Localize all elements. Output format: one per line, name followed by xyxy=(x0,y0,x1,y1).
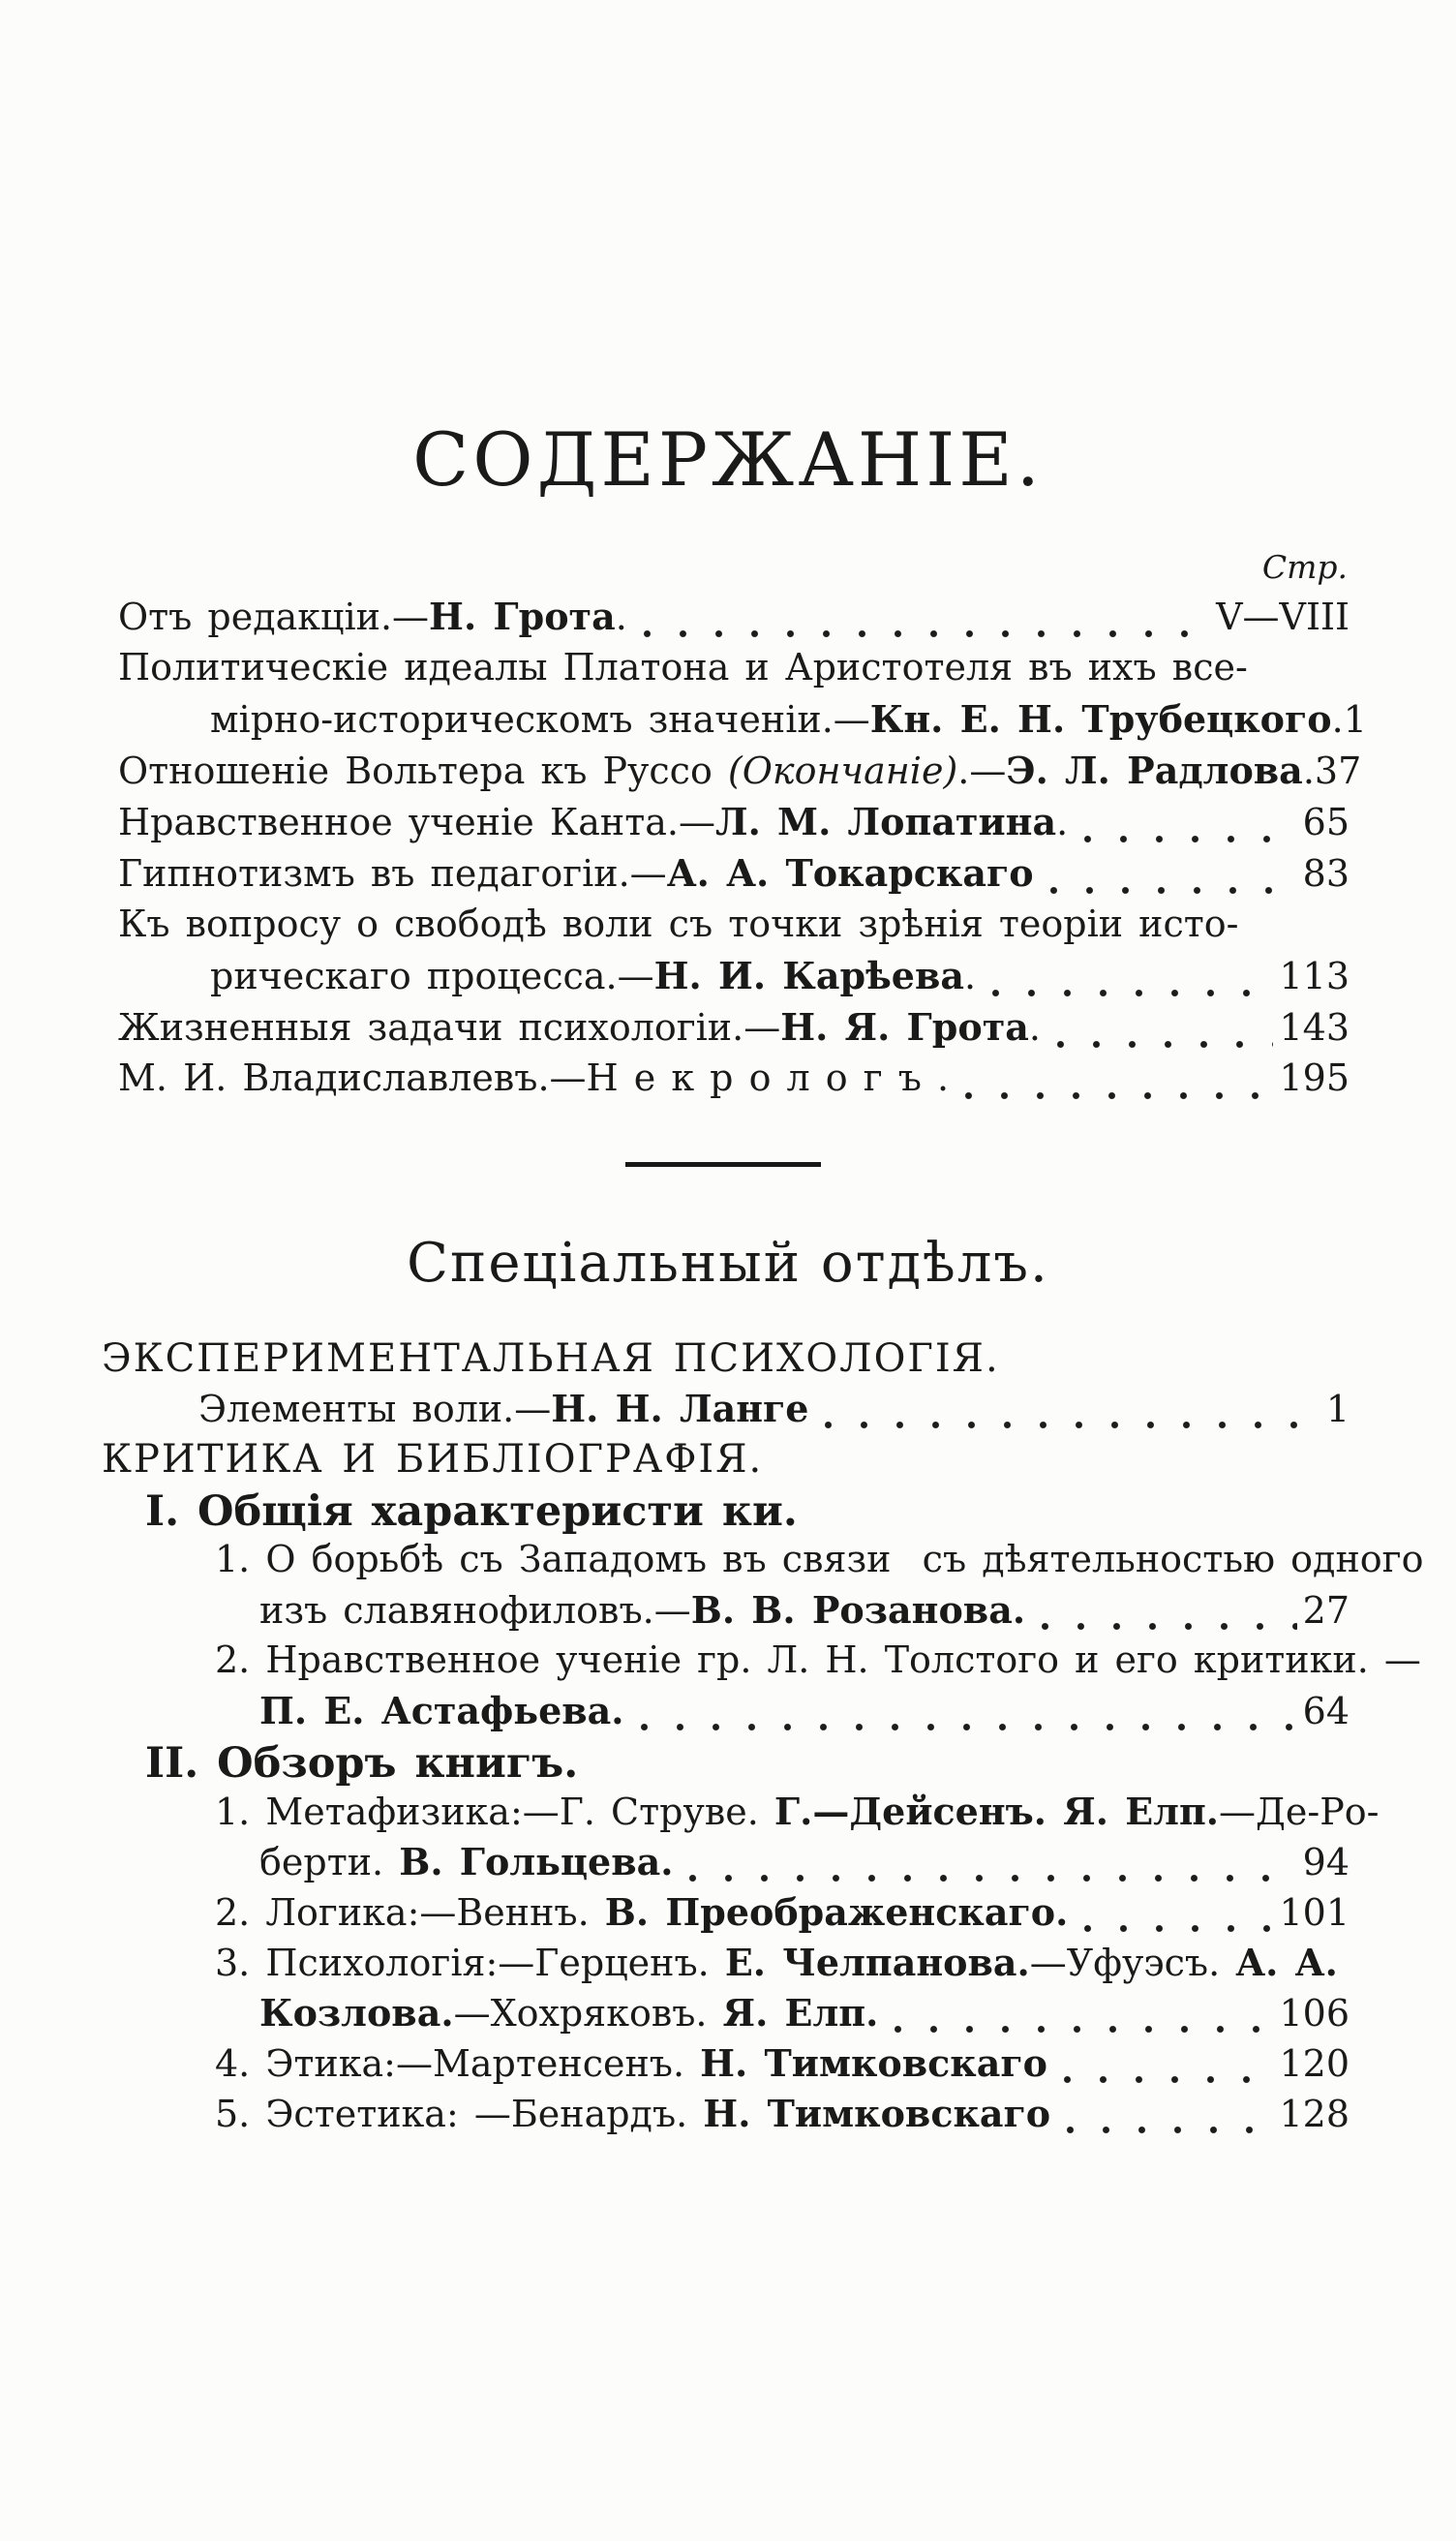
dot-leader xyxy=(1056,1040,1274,1049)
dot-leader xyxy=(1041,1622,1297,1631)
page-number: 37 xyxy=(1314,750,1362,792)
text-segment: А. А. Токарскаго xyxy=(666,851,1034,895)
toc-entry-text xyxy=(118,646,1248,689)
toc-line xyxy=(102,2041,1350,2092)
text-segment: 5. Эстетика: —Бенардъ. xyxy=(215,2093,704,2135)
text-segment: I. Общія характеристи ки. xyxy=(145,1487,798,1536)
dot-leader xyxy=(964,1091,1273,1100)
toc-entry-text xyxy=(118,800,1068,843)
dot-leader xyxy=(894,2025,1273,2034)
text-segment: П. Е. Астафьева. xyxy=(259,1689,624,1732)
text-segment: мірно-историческомъ значеніи.— xyxy=(210,698,870,741)
page-number: 94 xyxy=(1302,1841,1350,1883)
toc-entry-text xyxy=(102,1336,1000,1381)
dot-leader xyxy=(1083,835,1296,843)
toc-line xyxy=(102,1588,1350,1638)
text-segment: —Де-Ро- xyxy=(1219,1791,1380,1833)
special-toc-list xyxy=(102,1336,1424,2142)
toc-entry-text xyxy=(215,2041,1047,2085)
text-segment: рическаго процесса.— xyxy=(210,955,654,997)
text-segment: . xyxy=(615,596,627,638)
toc-line xyxy=(102,2092,1350,2142)
text-segment: . xyxy=(1302,750,1315,792)
toc-entry-text xyxy=(215,1538,1423,1580)
text-segment: В. Преображенскаго. xyxy=(604,1890,1069,1934)
page-number: 1 xyxy=(1343,698,1367,741)
toc-line xyxy=(102,1437,1350,1487)
toc-line xyxy=(102,1487,1350,1538)
toc-entry-text xyxy=(118,903,1239,945)
toc-line xyxy=(102,1538,1424,1588)
toc-entry-text xyxy=(215,1638,1421,1681)
toc-entry-text xyxy=(259,1991,878,2035)
text-segment: Г.—Дейсенъ. Я. Елп. xyxy=(774,1790,1220,1833)
toc-line xyxy=(118,903,1350,954)
text-segment: 2. Нравственное ученіе гр. Л. Н. Толстого и его критики. — xyxy=(215,1638,1421,1681)
page-number: 27 xyxy=(1302,1589,1350,1632)
toc-entry-text xyxy=(118,1056,949,1099)
section-divider-rule xyxy=(625,1162,821,1167)
toc-entry-text xyxy=(215,1890,1068,1934)
toc-line xyxy=(118,595,1350,646)
main-toc-list xyxy=(118,595,1367,1108)
dot-leader xyxy=(1049,886,1297,895)
text-segment: изъ славянофиловъ.— xyxy=(259,1589,691,1632)
text-segment: 2. Логика:—Веннъ. xyxy=(215,1891,605,1934)
text-segment: II. Обзоръ книгъ. xyxy=(145,1739,579,1788)
toc-line xyxy=(102,1991,1350,2041)
text-segment: Къ вопросу о свободѣ воли съ точки зрѣнія теоріи исто- xyxy=(118,903,1239,945)
toc-entry-text xyxy=(198,1387,808,1430)
text-segment: Н. Грота xyxy=(429,595,616,638)
text-segment: .— xyxy=(957,750,1007,792)
toc-entry-text xyxy=(118,1005,1041,1049)
text-segment: Козлова. xyxy=(259,1991,454,2035)
page-number: 113 xyxy=(1279,955,1350,997)
toc-entry-text xyxy=(145,1739,578,1788)
toc-entry-text xyxy=(118,749,1315,792)
text-segment: Н. Н. Ланге xyxy=(551,1387,809,1430)
toc-line xyxy=(118,646,1350,697)
text-segment: (Окончаніе) xyxy=(727,750,958,792)
toc-line xyxy=(118,1005,1350,1056)
toc-line xyxy=(118,1056,1350,1108)
text-segment: КРИТИКА И БИБЛІОГРАФІЯ. xyxy=(102,1437,764,1482)
text-segment: Н. Тимковскаго xyxy=(700,2041,1047,2085)
text-segment: Нравственное ученіе Канта.— xyxy=(118,801,715,843)
toc-entry-text xyxy=(215,1790,1380,1833)
page-number: 106 xyxy=(1279,1992,1350,2035)
page-title: СОДЕРЖАНІЕ. xyxy=(412,416,1044,503)
toc-entry-text xyxy=(118,595,627,638)
text-segment: Н. И. Карѣева xyxy=(653,954,964,997)
text-segment: . xyxy=(1028,1006,1041,1049)
toc-entry-text xyxy=(210,954,976,997)
page-number: 143 xyxy=(1279,1006,1350,1049)
toc-entry-text xyxy=(118,851,1034,895)
text-segment: —Уфуэсъ. xyxy=(1029,1942,1236,1984)
toc-line xyxy=(102,1387,1350,1437)
toc-line xyxy=(102,1840,1350,1890)
dot-leader xyxy=(1066,2126,1273,2134)
toc-entry-text xyxy=(215,2092,1050,2135)
text-segment: М. И. Владиславлевъ.—Н е к р о л о г ъ . xyxy=(118,1056,950,1099)
text-segment: Гипнотизмъ въ педагогіи.— xyxy=(118,852,667,895)
page-number: 83 xyxy=(1302,852,1350,895)
toc-line xyxy=(118,954,1350,1005)
text-segment: Отношеніе Вольтера къ Руссо xyxy=(118,750,728,792)
dot-leader xyxy=(1083,1924,1273,1933)
toc-entry-text xyxy=(259,1588,1025,1632)
text-segment: Н. Я. Грота xyxy=(780,1005,1029,1049)
toc-entry-text xyxy=(145,1487,798,1536)
page-number: 128 xyxy=(1279,2093,1350,2135)
text-segment: Я. Елп. xyxy=(722,1991,879,2035)
text-segment: В. В. Розанова. xyxy=(690,1588,1026,1632)
toc-line xyxy=(118,851,1350,903)
text-segment: Элементы воли.— xyxy=(198,1388,552,1430)
text-segment: Кн. Е. Н. Трубецкого xyxy=(869,697,1332,741)
text-segment: Н. Тимковскаго xyxy=(703,2092,1051,2135)
text-segment: ЭКСПЕРИМЕНТАЛЬНАЯ ПСИХОЛОГІЯ. xyxy=(102,1336,1000,1381)
text-segment: 1. Метафизика:—Г. Струве. xyxy=(215,1791,774,1833)
toc-line xyxy=(102,1890,1350,1941)
page-number: 101 xyxy=(1279,1891,1350,1934)
dot-leader xyxy=(824,1421,1320,1429)
text-segment: Политическіе идеалы Платона и Аристотеля въ ихъ все- xyxy=(118,646,1248,689)
text-segment: 3. Психологія:—Герценъ. xyxy=(215,1942,725,1984)
text-segment: 4. Этика:—Мартенсенъ. xyxy=(215,2042,701,2085)
text-segment: В. Гольцева. xyxy=(399,1840,674,1883)
text-segment: Жизненныя задачи психологіи.— xyxy=(118,1006,781,1049)
dot-leader xyxy=(688,1874,1296,1883)
dot-leader xyxy=(991,989,1273,997)
text-segment: берти. xyxy=(259,1841,400,1883)
toc-entry-text xyxy=(210,697,1344,741)
text-segment: . xyxy=(963,955,977,997)
page-number: 120 xyxy=(1279,2042,1350,2085)
text-segment: Е. Челпанова. xyxy=(724,1941,1030,1984)
text-segment: Э. Л. Радлова xyxy=(1006,749,1303,792)
toc-line xyxy=(118,697,1367,749)
text-segment: Л. М. Лопатина xyxy=(714,800,1057,843)
toc-entry-text xyxy=(102,1437,763,1482)
page-column-label: Стр. xyxy=(1261,548,1348,586)
dot-leader xyxy=(643,629,1210,638)
dot-leader xyxy=(640,1723,1297,1731)
text-segment: —Хохряковъ. xyxy=(453,1992,723,2035)
toc-line xyxy=(102,1638,1421,1689)
special-section-heading: Спеціальный отдѣлъ. xyxy=(407,1232,1049,1295)
page-number: 1 xyxy=(1325,1388,1350,1430)
toc-entry-text xyxy=(259,1689,624,1732)
toc-line xyxy=(102,1941,1350,1991)
page-number: 64 xyxy=(1302,1690,1350,1732)
toc-line xyxy=(118,749,1362,800)
page-number: 195 xyxy=(1279,1056,1350,1099)
page-number: 65 xyxy=(1302,801,1350,843)
text-segment: Отъ редакціи.— xyxy=(118,596,430,638)
toc-entry-text xyxy=(259,1840,673,1883)
dot-leader xyxy=(1063,2075,1273,2084)
toc-entry-text xyxy=(215,1941,1338,1984)
page-number: V—VIII xyxy=(1216,596,1350,638)
text-segment: . xyxy=(1056,801,1069,843)
text-segment: А. А. xyxy=(1235,1941,1338,1984)
toc-line xyxy=(102,1689,1350,1739)
toc-line xyxy=(118,800,1350,851)
text-segment: . xyxy=(1331,698,1344,741)
text-segment: 1. О борьбѣ съ Западомъ въ связи съ дѣятельностью одного xyxy=(215,1538,1424,1580)
toc-line xyxy=(102,1336,1350,1387)
toc-line xyxy=(102,1739,1350,1790)
toc-line xyxy=(102,1790,1380,1840)
